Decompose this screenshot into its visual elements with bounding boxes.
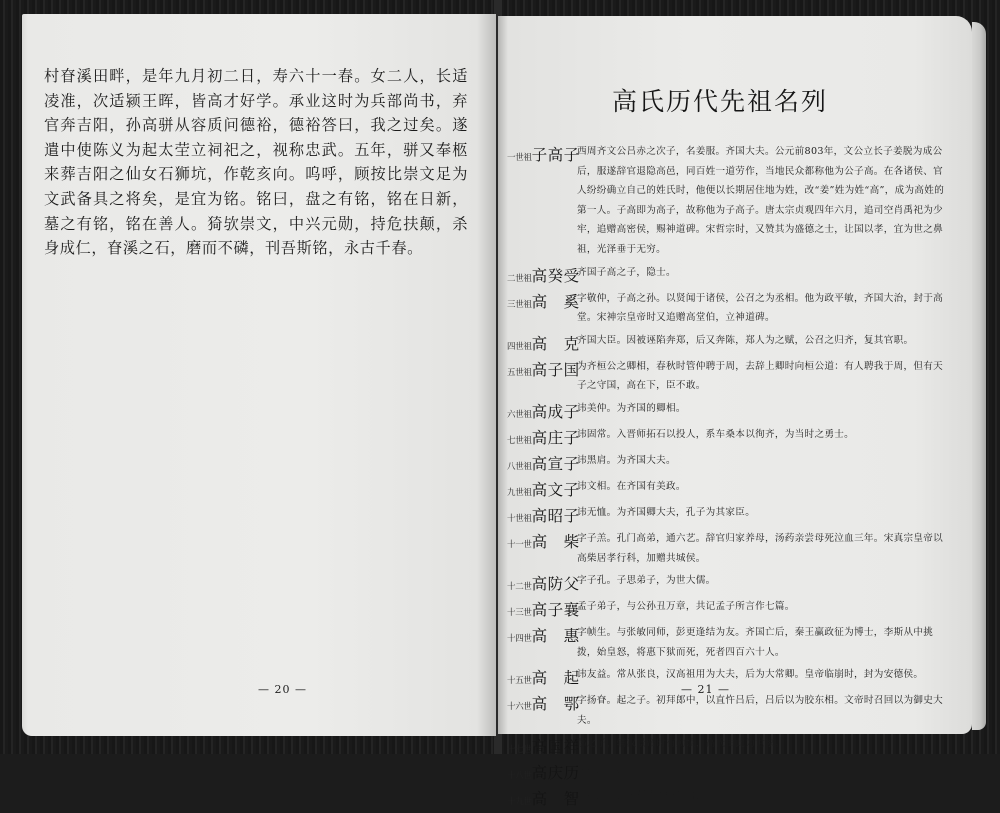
ancestor-entry (507, 452, 947, 474)
ancestor-description: 讳黑肩。为齐国大夫。 (577, 454, 676, 466)
ancestor-label (507, 478, 580, 500)
ancestor-description: 为齐桓公之卿相，春秋时管仲聘于周，去辞上卿时向桓公道：有人聘我于周，但有天子之守国，高在下，臣不敢。 (577, 360, 944, 392)
generation-label: 四世祖 (507, 341, 532, 352)
ancestor-entry (507, 761, 947, 783)
ancestor-label (507, 504, 580, 526)
ancestor-name: 高 智 (531, 789, 580, 808)
ancestor-entry (507, 426, 947, 448)
ancestor-label (507, 624, 580, 646)
generation-label: 十六世 (507, 702, 532, 713)
generation-label: 二世祖 (507, 273, 532, 284)
ancestor-entry (507, 478, 947, 500)
ancestor-description: 讳文相。在齐国有美政。 (577, 480, 686, 492)
ancestor-entry (507, 290, 947, 328)
ancestor-label (507, 666, 580, 688)
ancestor-entry (507, 787, 947, 809)
generation-label: 七世祖 (507, 435, 532, 446)
ancestor-description: 讳固常。入晋师拓石以投人，系车桑本以徇齐，为当时之勇士。 (577, 428, 855, 440)
ancestor-label (507, 332, 580, 354)
ancestor-description: 讳美仲。为齐国的卿相。 (577, 402, 686, 414)
ancestor-label (507, 572, 580, 594)
ancestor-entry (507, 624, 947, 662)
ancestor-description: 国祥之子。 (577, 763, 627, 775)
ancestor-entry (507, 572, 947, 594)
generation-label: 三世祖 (507, 299, 532, 310)
ancestor-label (507, 530, 580, 552)
ancestor-list (507, 143, 947, 813)
ancestor-entry (507, 530, 947, 568)
generation-label: 十三世 (507, 608, 532, 619)
ancestor-description: 字扬眘。起之子。初拜郎中，以直忤吕后，吕后以为胶东相。文帝时召回以为御史大夫。 (577, 695, 944, 726)
ancestor-description: 字敬仲，子高之孙。以贤闻于诸侯，公召之为丞相。他为政平敏，齐国大治，封于高堂。宋神宗皇帝时又追赠高堂伯，立神道碑。 (577, 292, 944, 324)
generation-label: 八世祖 (507, 461, 532, 472)
generation-label: 十二世 (507, 582, 532, 593)
page-edges (972, 22, 986, 730)
ancestor-description: 字子孔。子思弟子，为世大儒。 (577, 575, 716, 587)
generation-label: 十八世 (507, 770, 532, 781)
generation-label: 十九世 (507, 796, 532, 807)
ancestor-entry (507, 504, 947, 526)
ancestor-description: 字子羔。孔门高弟，通六艺。辞官归家养母，汤药亲尝母死泣血三年。宋真宗皇帝以高柴居孝行科，加赠共城侯。 (577, 532, 944, 564)
generation-label: 十五世 (507, 676, 532, 687)
generation-label: 十四世 (507, 634, 532, 645)
ancestor-label (507, 426, 580, 448)
ancestor-description: 孟子弟子，与公孙丑万章，共记孟子所言作七篇。 (577, 601, 795, 613)
ancestor-entry (507, 400, 947, 422)
ancestor-entry (507, 735, 947, 757)
ancestor-name: 高昭子 (531, 506, 580, 525)
ancestor-name: 高国祥 (531, 737, 580, 756)
ancestor-label (507, 400, 580, 422)
ancestor-name: 高防父 (531, 575, 580, 594)
page-title: 高氏历代先祖名列 (612, 87, 829, 116)
ancestor-description: 西周齐文公吕赤之次子，名姜服。齐国大夫。公元前803年，文公立长子姜脱为成公后，服遂辞官退隐高邑，同百姓一道劳作，当地民众都称他为公子高。在各诸侯、官人纷纷确立自己的姓氏时，他便以长期居住地为姓，改“姜”姓为姓“高”，成为高姓的第一人。子高即为高子，故称他为子高子。唐太宗贞观四年六月，追司空肖禹祀为少牢，追赠高密侯，赐神道碑。宋哲宗时，又赞其为盛德之士，让国以孝，宜为世之鼻祖，光泽垂于无穷。 (577, 146, 945, 255)
ancestor-name: 高庆历 (531, 763, 580, 782)
ancestor-label (507, 735, 580, 757)
generation-label: 六世祖 (507, 409, 532, 420)
ancestor-entry (507, 598, 947, 620)
ancestor-entry (507, 264, 947, 286)
ancestor-label (507, 264, 580, 286)
ancestor-name: 高成子 (531, 402, 580, 421)
ancestor-entry (507, 692, 947, 730)
ancestor-name: 高癸受 (531, 266, 580, 285)
ancestor-name: 高 起 (531, 669, 580, 688)
ancestor-name: 高 惠 (531, 627, 580, 646)
ancestor-name: 高 奚 (531, 292, 580, 311)
ancestor-entry (507, 358, 947, 396)
ancestor-label (507, 761, 580, 783)
generation-label: 十七世 (507, 744, 532, 755)
ancestor-label (507, 358, 580, 380)
ancestor-name: 高庄子 (531, 428, 580, 447)
ancestor-name: 高宣子 (531, 454, 580, 473)
ancestor-name: 高 克 (531, 334, 580, 353)
ancestor-label (507, 598, 580, 620)
left-page-body (44, 64, 468, 261)
generation-label: 九世祖 (507, 487, 532, 498)
ancestor-name: 高 鄂 (531, 695, 580, 714)
ancestor-entry (507, 143, 947, 260)
ancestor-description: 字帧生。与张敏同师，彭更逢结为友。齐国亡后，秦王赢政征为博士，李斯从中挑拨，始皇怒，将惠下狱而死，死者四百六十人。 (577, 627, 934, 658)
ancestor-description: 齐国子高之子，隐士。 (577, 266, 676, 278)
ancestor-name: 子高子 (531, 146, 580, 164)
ancestor-name: 高子国 (531, 360, 580, 379)
ancestor-description: 齐国大臣。因被诬陷奔郑，后又奔陈，郑人为之赋，公召之归齐，复其官职。 (577, 334, 914, 346)
ancestor-description: 讳友益。常从张良，汉高祖用为大夫，后为大常卿。皇帝临崩时，封为安德侯。 (577, 669, 924, 681)
ancestor-name: 高子襄 (531, 601, 580, 620)
epitaph-paragraph: 村眘溪田畔，是年九月初二日，寿六十一春。女二人，长适凌准，次适颍王晖，皆高才好学。承业这时为兵部尚书，弃官奔吉阳，孙高骈从容质问德裕，德裕答曰，我之过矣。遂遣中使陈义为起太茔立祠祀之，视称忠武。五年，骈又奉柩来葬吉阳之仙女石狮坑，作乾亥向。呜呼，顾按比崇文足为文武备具之将矣，是宜为铭。铭曰，盘之有铭，铭在日新，墓之有铭，铭在善人。猗欤崇文，中兴元勋，持危扶颠，杀身成仁，眘溪之石，磨而不磷，刊吾斯铭，永古千春。 (44, 67, 468, 258)
ancestor-entry (507, 332, 947, 354)
ancestor-description: 讳无恤。为齐国卿大夫，孔子为其家臣。 (577, 506, 756, 518)
ancestor-label (507, 787, 580, 809)
generation-label: 一世祖 (507, 153, 532, 163)
generation-label: 十一世 (507, 539, 532, 550)
ancestor-label (507, 692, 580, 714)
ancestor-label (507, 452, 580, 474)
ancestor-label (507, 143, 580, 165)
page-number-left: — 20 — (258, 683, 307, 696)
ancestor-description: 鄂之子，辅汉景帝时有勋绩，高氏由此为世家。 (577, 737, 785, 749)
ancestor-label (507, 290, 580, 312)
generation-label: 五世祖 (507, 367, 532, 378)
ancestor-name: 高 柴 (531, 532, 580, 551)
ancestor-description: 庆历之子，为汉朝的祭酒官。 (577, 789, 706, 801)
page-number-right: — 21 — (681, 683, 730, 696)
ancestor-name: 高文子 (531, 480, 580, 499)
generation-label: 十世祖 (507, 513, 532, 524)
